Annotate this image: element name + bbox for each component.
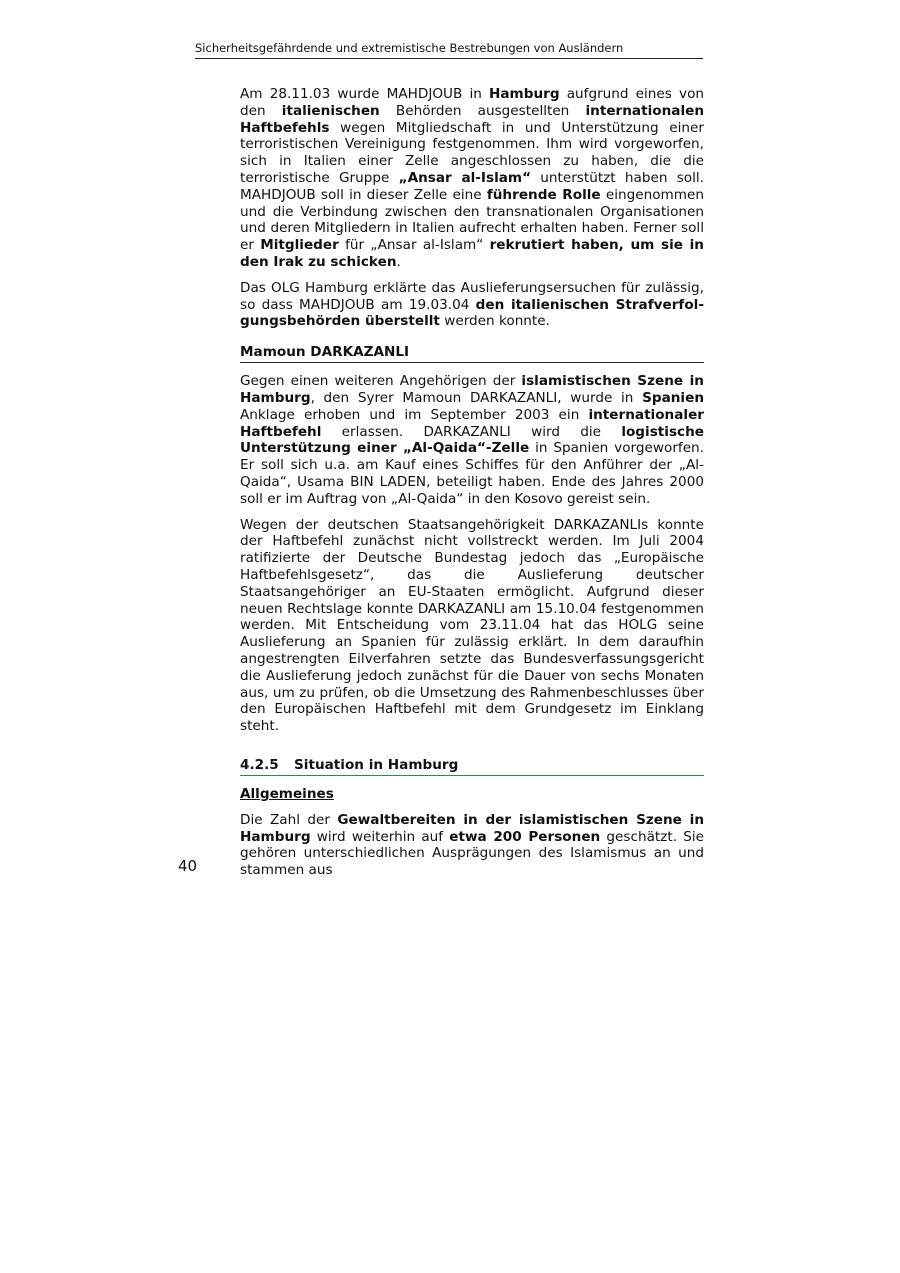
- paragraph-darkazanli-extradition: Wegen der deutschen Staatsangehörigkeit DARKAZANLIs konnte der Haftbefehl zunächst nicht vollstreckt werden. Im Juli 2004 ratifizierte der Deutsche Bundestag jedoch das „Europäische Haftbefehlsgesetz“, das die Auslieferung deutscher Staatsangehöriger an EU-Staaten ermöglicht. Aufgrund dieser neuen Rechtslage konnte DARKAZANLI am 15.10.04 festgenommen werden. Mit Entscheidung vom 23.11.04 hat das HOLG seine Auslieferung an Spanien für zulässig erklärt. In dem daraufhin angestrengten Eilverfahren setzte das Bundesverfassungsgericht die Auslieferung jedoch zunächst für die Dauer von sechs Monaten aus, um zu prüfen, ob die Umsetzung des Rahmenbeschlusses über den Europäischen Haftbefehl mit dem Grundgesetz im Einklang steht.: [240, 516, 704, 735]
- bold-phrase: Mitglieder: [260, 237, 339, 254]
- section-number: 4.2.5: [240, 756, 279, 773]
- bold-phrase: etwa 200 Personen: [449, 828, 601, 845]
- section-title: Situation in Hamburg: [294, 756, 459, 773]
- bold-phrase: islamistischen Szene in Hamburg: [240, 373, 704, 406]
- bold-phrase: den italienischen Strafverfolgungsbehörden überstellt: [240, 296, 704, 330]
- bold-phrase: Spanien: [642, 389, 704, 406]
- section-heading: [240, 757, 704, 776]
- person-heading: Mamoun DARKAZANLI: [240, 344, 704, 363]
- bold-phrase: internationaler Haftbefehl: [240, 406, 704, 440]
- paragraph-darkazanli-charges: Gegen einen weiteren Angehörigen der islamistischen Szene in Hamburg, den Syrer Mamoun DARKAZANLI, wurde in Spanien Anklage erhoben und im September 2003 ein internationaler Haftbefehl erlassen. DARKAZANLI wird die logistische Unterstützung einer „Al-Qaida“-Zelle in Spanien vorgeworfen. Er soll sich u.a. am Kauf eines Schiffes für den Anführer der „Al-Qaida“, Usama BIN LADEN, beteiligt haben. Ende des Jahres 2000 soll er im Auftrag von „Al-Qaida“ in den Kosovo gereist sein.: [240, 373, 704, 507]
- paragraph-mahdjoub-extradition: Das OLG Hamburg erklärte das Auslieferungsersuchen für zulässig, so dass MAHDJOUB am 19.03.04 den italienischen Strafverfolgungsbehörden überstellt werden konnte.: [240, 279, 704, 330]
- bold-phrase: rekrutiert haben, um sie in den Irak zu schicken: [240, 237, 704, 270]
- bold-phrase: logistische Unterstützung einer „Al-Qaida“-Zelle: [240, 423, 704, 457]
- bold-phrase: internationalen Haftbefehls: [240, 102, 704, 136]
- paragraph-mahdjoub-arrest: Am 28.11.03 wurde MAHDJOUB in Hamburg aufgrund eines von den italienischen Behörden ausgestellten internationalen Haftbefehls wegen Mitgliedschaft in und Unterstützung einer terroristischen Vereinigung festgenommen. Ihm wird vorgeworfen, sich in Italien einer Zelle angeschlossen zu haben, die die terroristische Gruppe „Ansar al-Islam“ unterstützt haben soll. MAHDJOUB soll in dieser Zelle eine führende Rolle eingenommen und die Verbindung zwischen den transnationalen Organisationen und deren Mitgliedern in Italien aufrecht erhalten haben. Ferner soll er Mitglieder für „Ansar al-Islam“ rekrutiert haben, um sie in den Irak zu schicken.: [240, 86, 704, 270]
- running-header: Sicherheitsgefährdende und extremistische Bestrebungen von Ausländern: [195, 41, 703, 59]
- page-content: [240, 86, 704, 888]
- bold-phrase: Gewaltbereiten in der islamistischen Szene in Hamburg: [240, 811, 705, 845]
- page-number: 40: [178, 857, 198, 875]
- subsection-heading: Allgemeines: [240, 785, 334, 802]
- bold-phrase: „Ansar al-Islam“: [398, 169, 531, 186]
- bold-phrase: Hamburg: [489, 86, 560, 102]
- bold-phrase: führende Rolle: [486, 186, 601, 203]
- paragraph-situation-hamburg: Die Zahl der Gewaltbereiten in der islamistischen Szene in Hamburg wird weiterhin auf etwa 200 Personen geschätzt. Sie gehören unterschiedlichen Ausprägungen des Islamismus an und stammen aus: [240, 811, 705, 879]
- bold-phrase: italienischen: [281, 102, 380, 119]
